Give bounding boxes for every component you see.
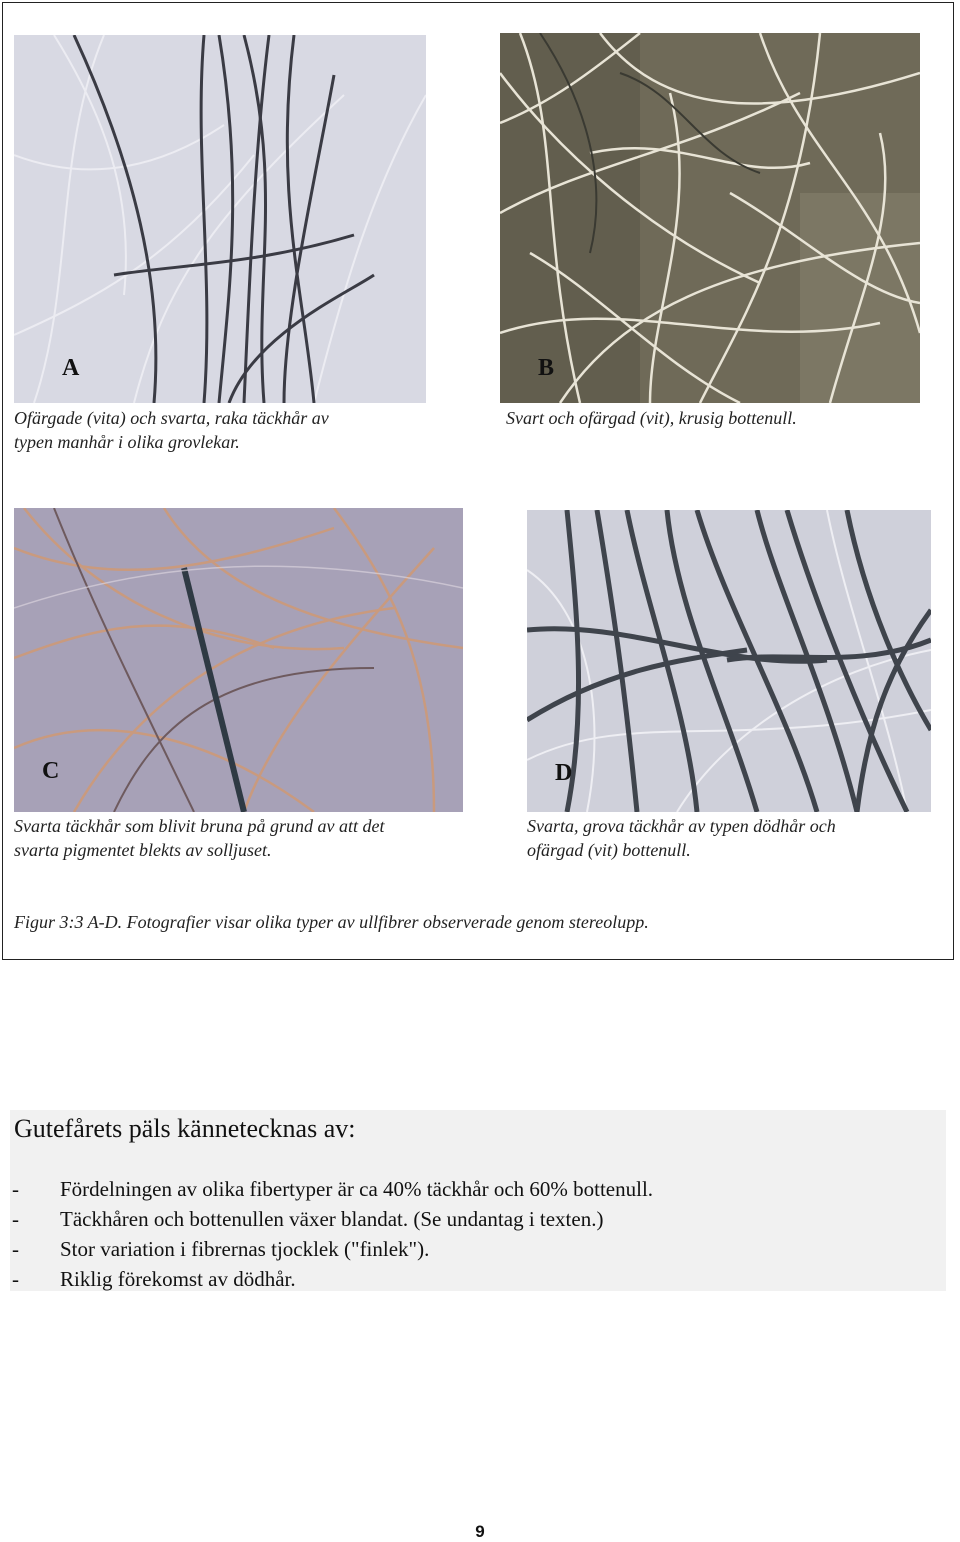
page-number: 9 bbox=[475, 1522, 485, 1541]
caption-c-line-1: Svarta täckhår som blivit bruna på grund av att det bbox=[14, 816, 385, 836]
list-item-text: Riklig förekomst av dödhår. bbox=[60, 1267, 296, 1291]
summary-heading: Gutefårets päls kännetecknas av: bbox=[14, 1114, 356, 1143]
caption-d-line-2: ofärgad (vit) bottenull. bbox=[527, 840, 691, 860]
list-bullet: - bbox=[12, 1177, 19, 1201]
summary-box bbox=[10, 1110, 946, 1291]
photo-a bbox=[14, 35, 426, 403]
list-item-text: Täckhåren och bottenullen växer blandat. (Se undantag i texten.) bbox=[60, 1207, 604, 1231]
list-item bbox=[12, 1174, 653, 1204]
panel-letter-a: A bbox=[62, 355, 80, 381]
list-bullet: - bbox=[12, 1237, 19, 1261]
caption-c-line-2: svarta pigmentet blekts av solljuset. bbox=[14, 840, 272, 860]
figure-caption: Figur 3:3 A-D. Fotografier visar olika typer av ullfibrer observerade genom stereolupp. bbox=[14, 912, 649, 932]
photo-d bbox=[527, 510, 931, 812]
caption-b bbox=[506, 406, 797, 430]
caption-d bbox=[527, 814, 836, 862]
panel-letter-b: B bbox=[538, 355, 555, 381]
caption-c bbox=[14, 814, 384, 862]
list-item-text: Fördelningen av olika fibertyper är ca 40% täckhår och 60% bottenull. bbox=[60, 1177, 654, 1201]
list-bullet: - bbox=[12, 1207, 19, 1231]
panel-letter-c: C bbox=[42, 758, 60, 784]
caption-d-line-1: Svarta, grova täckhår av typen dödhår och bbox=[527, 816, 836, 836]
photo-c bbox=[14, 508, 463, 812]
summary-list bbox=[12, 1174, 653, 1294]
list-item bbox=[12, 1204, 653, 1234]
photo-b bbox=[500, 33, 920, 403]
caption-a-line-1: Ofärgade (vita) och svarta, raka täckhår av bbox=[14, 408, 329, 428]
list-item-text: Stor variation i fibrernas tjocklek ("finlek"). bbox=[60, 1237, 430, 1261]
list-item bbox=[12, 1264, 653, 1294]
caption-b-line-1: Svart och ofärgad (vit), krusig bottenull. bbox=[506, 408, 797, 428]
caption-a-line-2: typen manhår i olika grovlekar. bbox=[14, 432, 240, 452]
caption-a bbox=[14, 406, 329, 454]
panel-letter-d: D bbox=[555, 760, 573, 786]
list-bullet: - bbox=[12, 1267, 19, 1291]
list-item bbox=[12, 1234, 653, 1264]
